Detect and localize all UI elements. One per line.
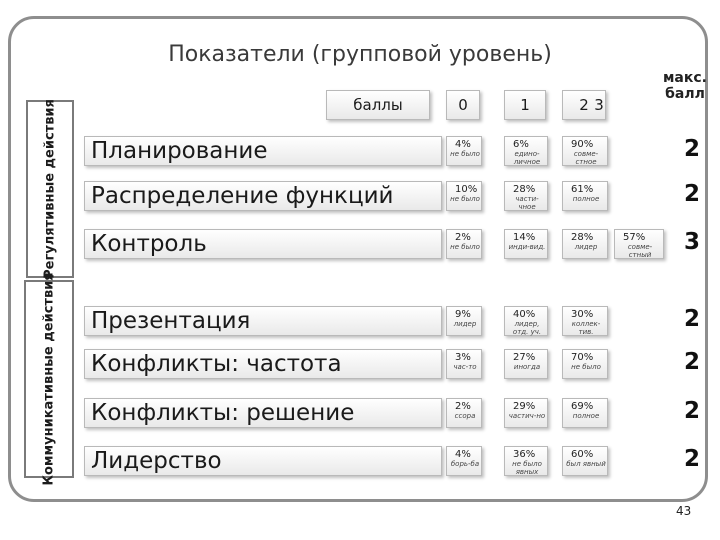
score-description: инди-вид.: [508, 243, 546, 251]
header-col-3: 3: [594, 96, 604, 114]
percent-value: 90%: [571, 139, 594, 150]
percent-value: 14%: [513, 232, 536, 243]
score-cell: [446, 181, 482, 211]
percent-value: 57%: [623, 232, 646, 243]
score-description: коллек-тив.: [571, 320, 601, 336]
score-cell: [614, 229, 664, 259]
score-cell: [562, 306, 608, 336]
score-description: не было: [450, 195, 480, 203]
percent-value: 28%: [513, 184, 536, 195]
score-cell: [562, 446, 608, 476]
percent-value: 69%: [571, 401, 594, 412]
percent-value: 30%: [571, 309, 594, 320]
row-label: Планирование: [84, 136, 442, 166]
score-description: не было: [450, 150, 480, 158]
score-cell: [504, 446, 548, 476]
header-col-1: 1: [504, 90, 546, 120]
header-score-label: баллы: [326, 90, 430, 120]
percent-value: 61%: [571, 184, 594, 195]
score-cell: [504, 349, 548, 379]
percent-value: 36%: [513, 449, 536, 460]
group-communicative-label: Коммуникативные действия: [41, 272, 57, 486]
max-score-value: 2: [684, 398, 701, 424]
score-description: был явный: [566, 460, 606, 468]
score-description: части-чное: [515, 195, 539, 211]
percent-value: 6%: [513, 139, 529, 150]
score-description: полное: [572, 412, 600, 420]
score-cell: [446, 136, 482, 166]
score-cell: [504, 229, 548, 259]
row-label: Контроль: [84, 229, 442, 259]
max-score-value: 2: [684, 136, 701, 162]
score-description: частич-но: [508, 412, 546, 420]
max-score-value: 2: [684, 306, 701, 332]
score-cell: [446, 446, 482, 476]
score-description: полное: [572, 195, 600, 203]
score-description: лидер: [453, 320, 477, 328]
max-score-value: 2: [684, 446, 701, 472]
score-cell: [446, 306, 482, 336]
percent-value: 2%: [455, 401, 471, 412]
score-description: борь-ба: [450, 460, 480, 468]
percent-value: 4%: [455, 139, 471, 150]
score-description: совме-стное: [573, 150, 599, 166]
row-label: Конфликты: частота: [84, 349, 442, 379]
percent-value: 27%: [513, 352, 536, 363]
row-label: Распределение функций: [84, 181, 442, 211]
score-cell: [562, 229, 608, 259]
score-cell: [446, 398, 482, 428]
score-description: лидер: [574, 243, 598, 251]
percent-value: 3%: [455, 352, 471, 363]
score-description: ссора: [454, 412, 476, 420]
score-cell: [446, 349, 482, 379]
slide-title: Показатели (групповой уровень): [168, 42, 552, 67]
score-description: лидер, отд. уч.: [512, 320, 542, 336]
max-score-value: 2: [684, 349, 701, 375]
max-score-value: 2: [684, 181, 701, 207]
group-communicative: [24, 272, 74, 486]
row-label: Презентация: [84, 306, 442, 336]
score-cell: [562, 398, 608, 428]
max-score-label: макс. балл: [662, 70, 707, 102]
score-description: едино-личное: [513, 150, 541, 166]
header-col-2: 2: [562, 90, 606, 120]
score-cell: [504, 181, 548, 211]
score-cell: [504, 136, 548, 166]
score-cell: [504, 306, 548, 336]
percent-value: 60%: [571, 449, 594, 460]
score-description: час-то: [453, 363, 477, 371]
percent-value: 40%: [513, 309, 536, 320]
group-regulative: [26, 100, 74, 278]
percent-value: 2%: [455, 232, 471, 243]
score-cell: [562, 181, 608, 211]
group-regulative-label: Регулятивные действия: [42, 99, 58, 279]
percent-value: 28%: [571, 232, 594, 243]
percent-value: 29%: [513, 401, 536, 412]
score-cell: [504, 398, 548, 428]
slide-frame: [8, 16, 708, 502]
score-description: совме-стный: [627, 243, 653, 259]
score-cell: [562, 136, 608, 166]
score-description: не было: [450, 243, 480, 251]
percent-value: 70%: [571, 352, 594, 363]
score-description: не было: [571, 363, 601, 371]
score-cell: [446, 229, 482, 259]
header-col-0: 0: [446, 90, 480, 120]
percent-value: 9%: [455, 309, 471, 320]
row-label: Конфликты: решение: [84, 398, 442, 428]
score-cell: [562, 349, 608, 379]
percent-value: 10%: [455, 184, 478, 195]
page-number: 43: [676, 504, 692, 518]
row-label: Лидерство: [84, 446, 442, 476]
max-score-value: 3: [684, 229, 701, 255]
percent-value: 4%: [455, 449, 471, 460]
score-description: иногда: [513, 363, 541, 371]
score-description: не было явных: [512, 460, 542, 476]
